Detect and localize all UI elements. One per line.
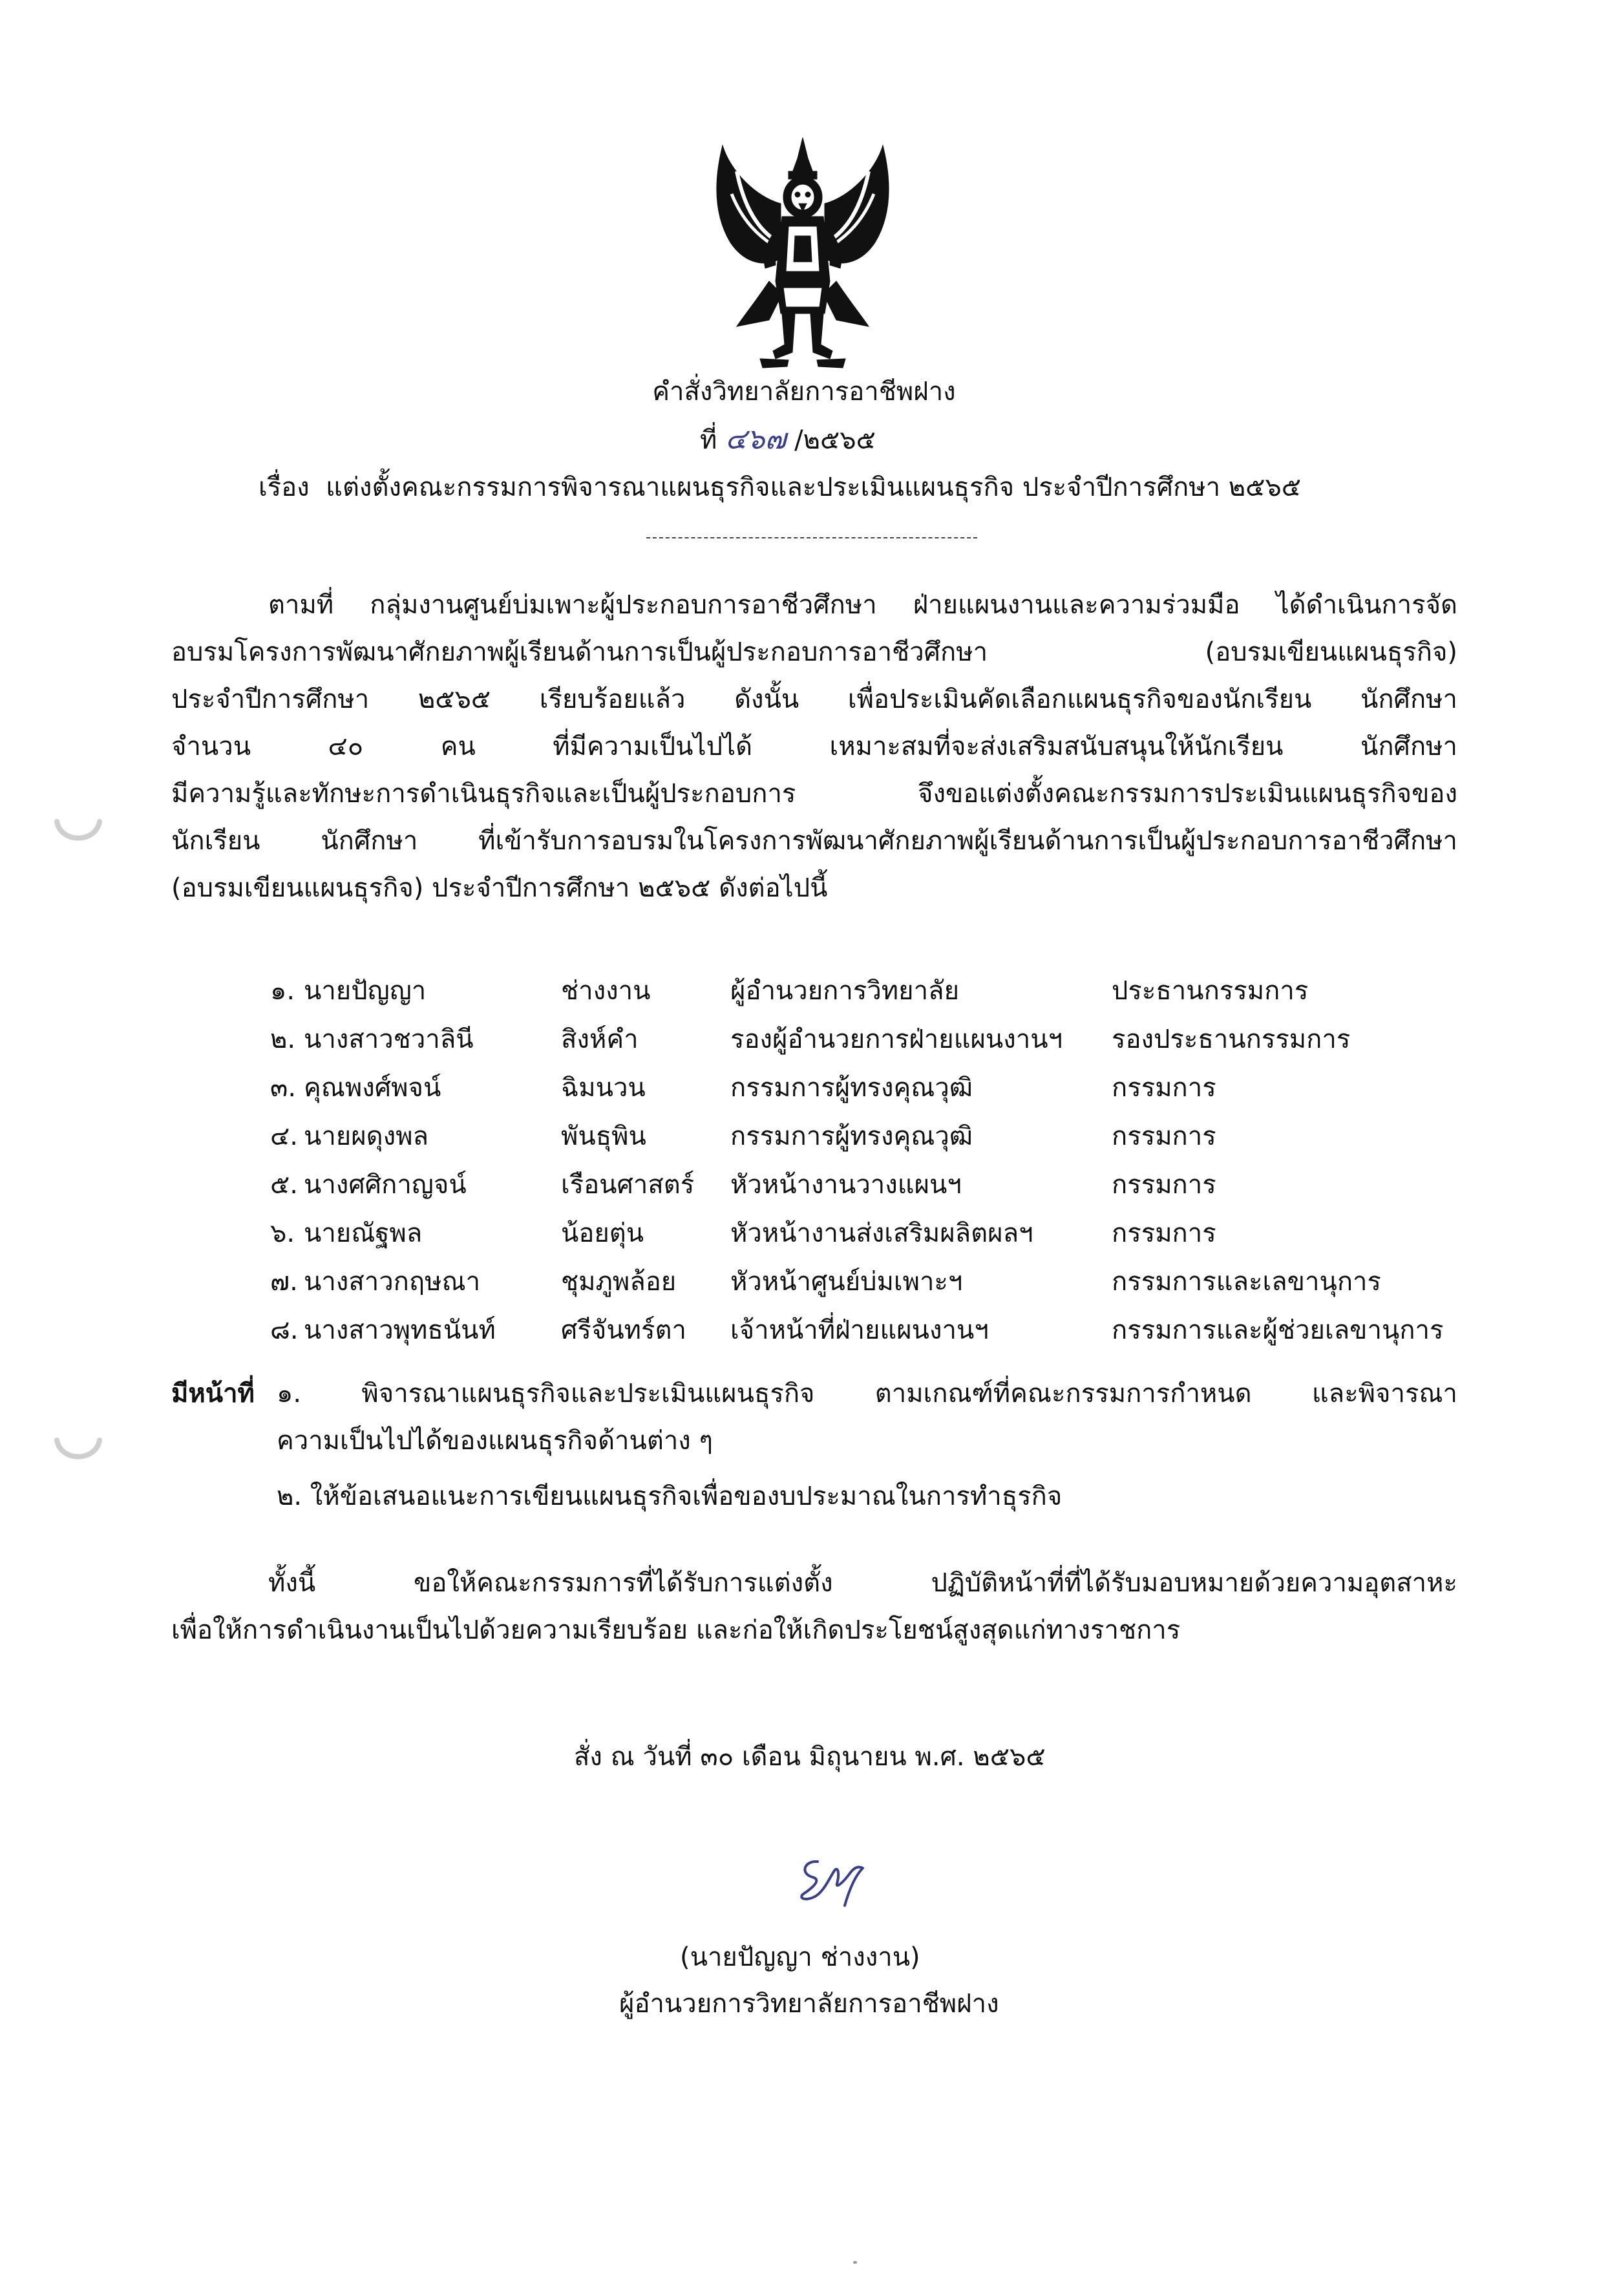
header-separator bbox=[646, 537, 977, 538]
member-name: นางสาวชวาลินี bbox=[304, 1025, 474, 1054]
member-no: ๗. bbox=[270, 1267, 298, 1297]
member-position: กรรมการผู้ทรงคุณวุฒิ bbox=[730, 1121, 973, 1151]
member-surname: ชุมภูพล้อย bbox=[561, 1267, 677, 1297]
member-role: กรรมการ bbox=[1112, 1121, 1216, 1151]
subject-line bbox=[259, 469, 1301, 505]
member-role: กรรมการ bbox=[1112, 1218, 1216, 1248]
binder-hole-mark bbox=[53, 818, 103, 851]
member-no: ๖. bbox=[270, 1218, 295, 1248]
paragraph-line: จำนวน ๔๐ คน ที่มีความเป็นไปได้ เหมาะสมที่จะส่งเสริมสนับสนุนให้นักเรียน นักศึกษา bbox=[171, 732, 1457, 761]
member-role: รองประธานกรรมการ bbox=[1112, 1025, 1351, 1054]
subject-label: เรื่อง bbox=[259, 473, 310, 502]
date-line: สั่ง ณ วันที่ ๓๐ เดือน มิถุนายน พ.ศ. ๒๕๖๕ bbox=[574, 1742, 1046, 1772]
binder-hole-mark bbox=[53, 1436, 103, 1470]
member-surname: เรือนศาสตร์ bbox=[561, 1170, 695, 1200]
duties-label: มีหน้าที่ bbox=[171, 1379, 255, 1408]
member-no: ๑. bbox=[270, 976, 295, 1006]
member-name: นายผดุงพล bbox=[304, 1121, 429, 1151]
member-position: ผู้อำนวยการวิทยาลัย bbox=[730, 976, 960, 1006]
member-position: หัวหน้างานวางแผนฯ bbox=[730, 1170, 962, 1200]
order-number-line bbox=[700, 421, 876, 458]
closing-line-1: ทั้งนี้ ขอให้คณะกรรมการที่ได้รับการแต่งตั้ง ปฏิบัติหน้าที่ที่ได้รับมอบหมายด้วยความอุตสาหะ bbox=[268, 1568, 1457, 1598]
paragraph-line: มีความรู้และทักษะการดำเนินธุรกิจและเป็นผู้ประกอบการ จึงขอแต่งตั้งคณะกรรมการประเมินแผนธุรกิจของ bbox=[171, 779, 1457, 809]
member-name: นายณัฐพล bbox=[304, 1218, 423, 1248]
member-surname: ศรีจันทร์ตา bbox=[561, 1315, 686, 1345]
order-prefix: ที่ bbox=[700, 425, 717, 455]
member-no: ๔. bbox=[270, 1121, 298, 1151]
member-name: นายปัญญา bbox=[304, 976, 427, 1006]
paragraph-line: นักเรียน นักศึกษา ที่เข้ารับการอบรมในโครงการพัฒนาศักยภาพผู้เรียนด้านการเป็นผู้ประกอบการอาชีวศึกษา bbox=[171, 826, 1457, 856]
member-position: หัวหน้างานส่งเสริมผลิตผลฯ bbox=[730, 1218, 1033, 1248]
order-suffix: /๒๕๖๕ bbox=[794, 425, 876, 455]
paragraph-line: อบรมโครงการพัฒนาศักยภาพผู้เรียนด้านการเป็นผู้ประกอบการอาชีวศึกษา (อบรมเขียนแผนธุรกิจ) bbox=[171, 637, 1457, 667]
signer-title: ผู้อำนวยการวิทยาลัยการอาชีพฝาง bbox=[619, 1989, 999, 2019]
member-name: นางศศิกาญจน์ bbox=[304, 1170, 467, 1200]
member-name: คุณพงศ์พจน์ bbox=[304, 1073, 441, 1103]
member-no: ๒. bbox=[270, 1025, 296, 1054]
paragraph-line: ตามที่ กลุ่มงานศูนย์บ่มเพาะผู้ประกอบการอาชีวศึกษา ฝ่ายแผนงานและความร่วมมือ ได้ดำเนินการจัด bbox=[268, 590, 1457, 620]
member-role: ประธานกรรมการ bbox=[1112, 976, 1309, 1006]
member-surname: ฉิมนวน bbox=[561, 1073, 646, 1103]
member-role: กรรมการและเลขานุการ bbox=[1112, 1267, 1381, 1297]
member-position: หัวหน้าศูนย์บ่มเพาะฯ bbox=[730, 1267, 963, 1297]
member-position: เจ้าหน้าที่ฝ่ายแผนงานฯ bbox=[730, 1315, 989, 1345]
member-role: กรรมการ bbox=[1112, 1073, 1216, 1103]
duty-2: ๒. ให้ข้อเสนอแนะการเขียนแผนธุรกิจเพื่อของบประมาณในการทำธุรกิจ bbox=[277, 1482, 1063, 1511]
paragraph-line: (อบรมเขียนแผนธุรกิจ) ประจำปีการศึกษา ๒๕๖๕ ดังต่อไปนี้ bbox=[171, 873, 828, 903]
member-surname: สิงห์คำ bbox=[561, 1025, 639, 1054]
order-number-handwritten: ๔๖๗ bbox=[725, 423, 787, 456]
member-position: กรรมการผู้ทรงคุณวุฒิ bbox=[730, 1073, 973, 1103]
order-title: คำสั่งวิทยาลัยการอาชีพฝาง bbox=[652, 377, 956, 407]
member-position: รองผู้อำนวยการฝ่ายแผนงานฯ bbox=[730, 1025, 1063, 1054]
member-name: นางสาวพุทธนันท์ bbox=[304, 1315, 496, 1345]
subject-text: แต่งตั้งคณะกรรมการพิจารณาแผนธุรกิจและประเมินแผนธุรกิจ ประจำปีการศึกษา ๒๕๖๕ bbox=[326, 473, 1302, 502]
closing-line-2: เพื่อให้การดำเนินงานเป็นไปด้วยความเรียบร้อย และก่อให้เกิดประโยชน์สูงสุดแก่ทางราชการ bbox=[171, 1615, 1181, 1645]
member-no: ๕. bbox=[270, 1170, 298, 1200]
duty-1-line-1: ๑. พิจารณาแผนธุรกิจและประเมินแผนธุรกิจ ตามเกณฑ์ที่คณะกรรมการกำหนด และพิจารณา bbox=[277, 1379, 1457, 1408]
member-role: กรรมการ bbox=[1112, 1170, 1216, 1200]
member-no: ๓. bbox=[270, 1073, 297, 1103]
member-role: กรรมการและผู้ช่วยเลขานุการ bbox=[1112, 1315, 1444, 1345]
main-paragraph bbox=[171, 582, 1457, 912]
member-surname: พันธุพิน bbox=[561, 1121, 646, 1151]
member-name: นางสาวกฤษณา bbox=[304, 1267, 481, 1297]
member-surname: น้อยตุ่น bbox=[561, 1218, 644, 1248]
garuda-emblem bbox=[698, 133, 908, 372]
member-surname: ช่างงาน bbox=[561, 976, 651, 1006]
handwritten-signature bbox=[785, 1849, 869, 1910]
signer-name: (นายปัญญา ช่างงาน) bbox=[680, 1942, 920, 1972]
scan-speck bbox=[853, 2261, 857, 2264]
paragraph-line: ประจำปีการศึกษา ๒๕๖๕ เรียบร้อยแล้ว ดังนั้น เพื่อประเมินคัดเลือกแผนธุรกิจของนักเรียน นักศึกษา bbox=[171, 685, 1457, 714]
member-no: ๘. bbox=[270, 1315, 299, 1345]
duty-1-line-2: ความเป็นไปได้ของแผนธุรกิจด้านต่าง ๆ bbox=[277, 1426, 714, 1456]
